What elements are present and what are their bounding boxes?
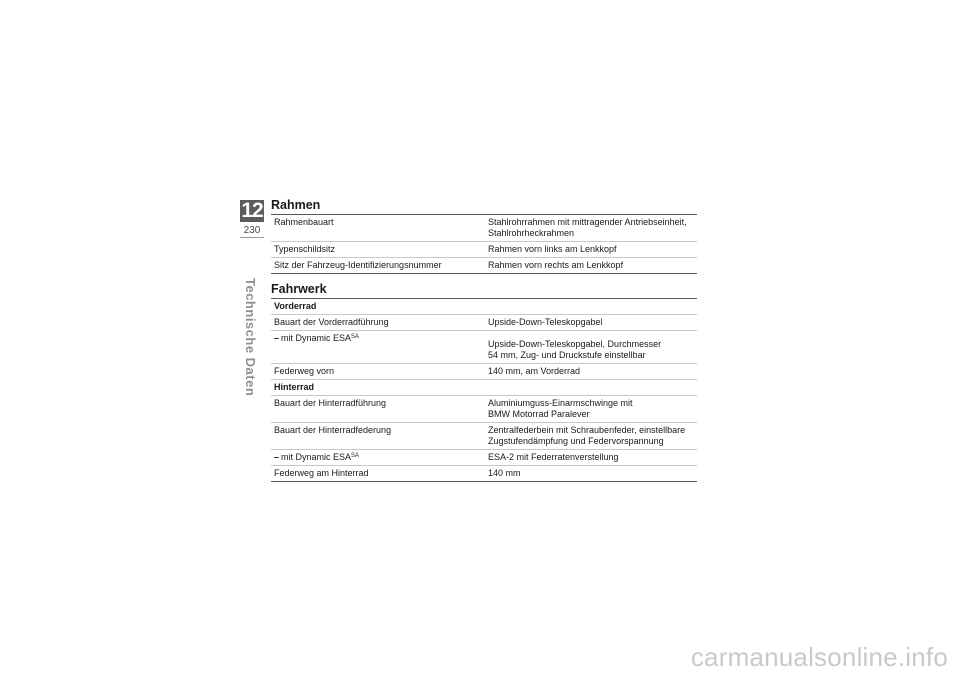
table-row — [271, 423, 697, 450]
table-row — [271, 450, 697, 466]
spec-label: Rahmenbauart — [271, 215, 485, 242]
spec-value: 140 mm — [485, 466, 697, 482]
spec-value: Upside-Down-Teleskopgabel — [485, 315, 697, 331]
option-superscript: SA — [351, 334, 360, 340]
spec-value: Rahmen vorn links am Lenkkopf — [485, 242, 697, 258]
section-heading-fahrwerk: Fahrwerk — [271, 282, 327, 296]
spec-value: Aluminiumguss-Einarmschwinge mit BMW Motorrad Paralever — [485, 396, 697, 423]
spec-label: Bauart der Hinterradführung — [271, 396, 485, 423]
table-row — [271, 315, 697, 331]
page-number-divider — [240, 237, 264, 238]
spec-value: Zentralfederbein mit Schraubenfeder, einstellbare Zugstufendämpfung und Federvorspannung — [485, 423, 697, 450]
spec-label: Sitz der Fahrzeug-Identifizierungsnummer — [271, 258, 485, 274]
option-superscript: SA — [351, 453, 360, 459]
spec-value: Rahmen vorn rechts am Lenkkopf — [485, 258, 697, 274]
group-label: Vorderrad — [271, 299, 697, 315]
spec-value: Upside-Down-Teleskopgabel, Durchmesser 54 mm, Zug- und Druckstufe einstellbar — [485, 331, 697, 364]
group-label: Hinterrad — [271, 380, 697, 396]
table-row — [271, 331, 697, 364]
section-heading-rahmen: Rahmen — [271, 198, 321, 212]
group-row-hinterrad — [271, 380, 697, 396]
chapter-number-badge: 12 — [241, 199, 263, 222]
dash-marker: – — [274, 452, 280, 462]
spec-label: Bauart der Hinterradfederung — [271, 423, 485, 450]
rahmen-spec-table — [271, 214, 697, 274]
spec-value: ESA-2 mit Federratenverstellung — [485, 450, 697, 466]
group-row-vorderrad — [271, 299, 697, 315]
table-row — [271, 396, 697, 423]
fahrwerk-spec-table — [271, 298, 697, 482]
spec-value: 140 mm, am Vorderrad — [485, 364, 697, 380]
table-row — [271, 466, 697, 482]
watermark-text: carmanualsonline.info — [690, 642, 948, 672]
chapter-side-title: Technische Daten — [243, 278, 258, 397]
dash-marker: – — [274, 333, 280, 343]
spec-value: Stahlrohrrahmen mit mittragender Antriebseinheit, Stahlrohrheckrahmen — [485, 215, 697, 242]
spec-label: Federweg vorn — [271, 364, 485, 380]
table-row — [271, 258, 697, 274]
spec-label: Bauart der Vorderradführung — [271, 315, 485, 331]
table-row — [271, 242, 697, 258]
page-number: 230 — [243, 225, 261, 236]
spec-label: – mit Dynamic $ESA^{SA}$ — [271, 450, 485, 466]
table-row — [271, 215, 697, 242]
spec-label: Federweg am Hinterrad — [271, 466, 485, 482]
spec-label: Typenschildsitz — [271, 242, 485, 258]
spec-label: – mit Dynamic $ESA^{SA}$ — [271, 331, 485, 364]
table-row — [271, 364, 697, 380]
